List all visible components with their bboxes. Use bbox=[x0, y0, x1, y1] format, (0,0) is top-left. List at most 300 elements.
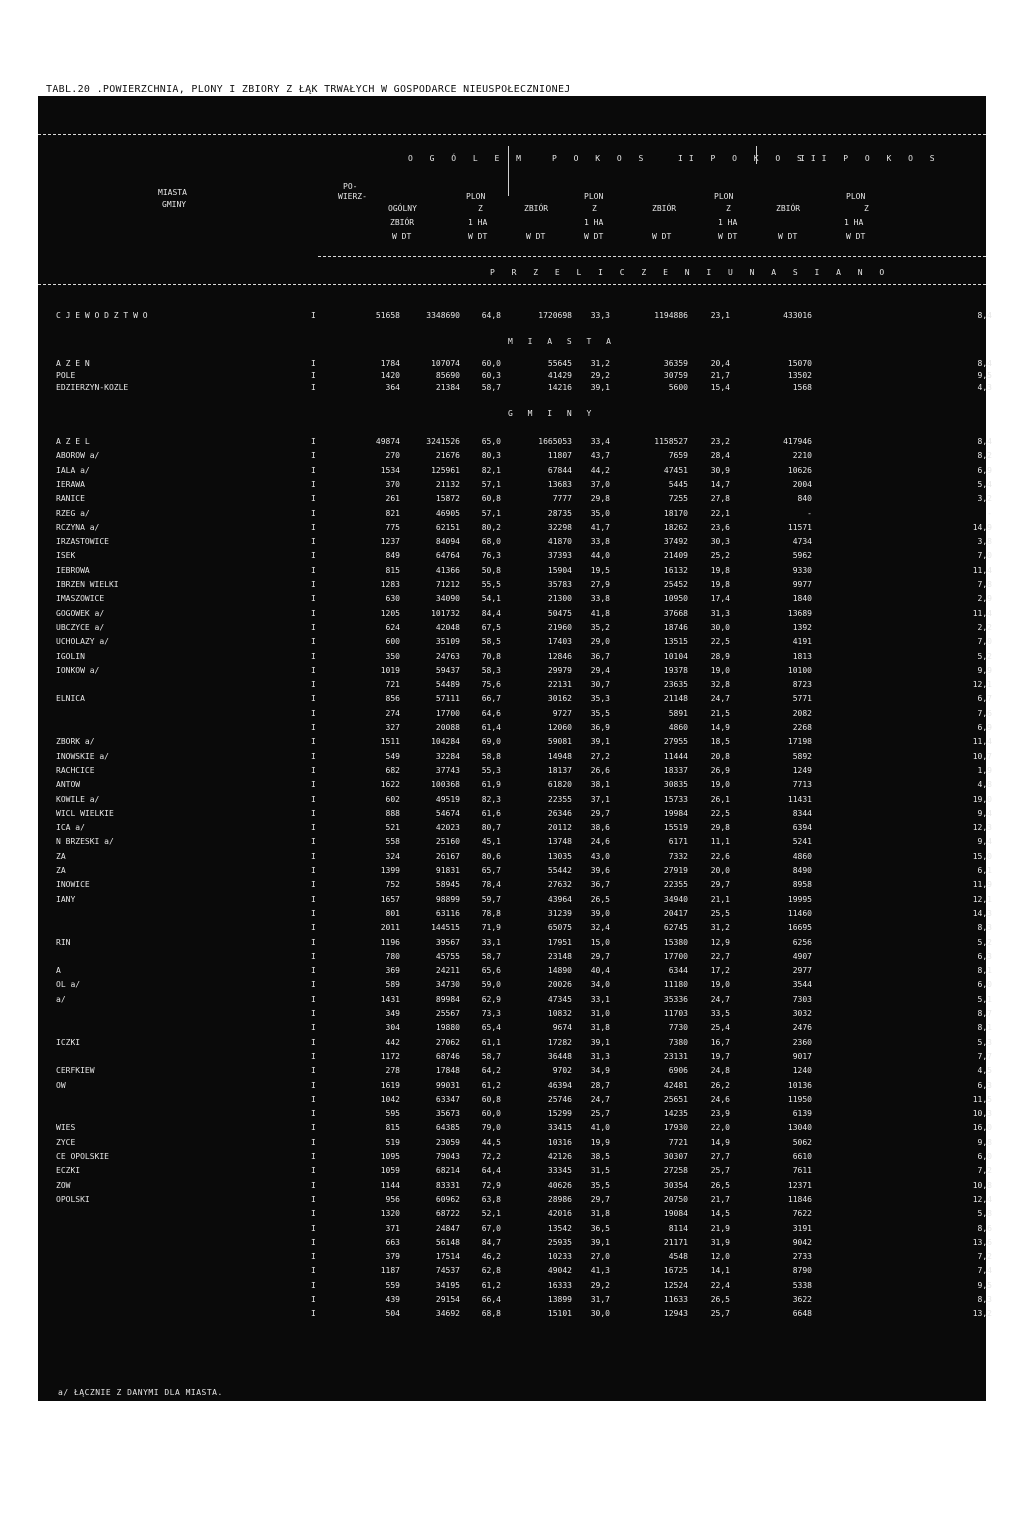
row-separator: I bbox=[311, 580, 316, 589]
cell-col-4: 7777 bbox=[552, 494, 572, 504]
cell-col-7: 22,4 bbox=[710, 1280, 730, 1290]
cell-col-2: 54674 bbox=[435, 808, 460, 818]
cell-col-4: 13683 bbox=[547, 479, 572, 489]
cell-col-7: 19,0 bbox=[710, 980, 730, 990]
cell-col-7: 14,1 bbox=[710, 1266, 730, 1276]
row-name: RCZYNA a/ bbox=[56, 522, 100, 532]
row-name: C J E W O D Z T W O bbox=[56, 311, 148, 320]
table-row bbox=[38, 593, 992, 605]
cell-col-3: 78,8 bbox=[481, 908, 501, 918]
cell-col-3: 80,2 bbox=[481, 522, 501, 532]
cell-col-1: 1534 bbox=[380, 465, 400, 475]
cell-col-2: 68746 bbox=[435, 1051, 460, 1061]
cell-col-3: 80,6 bbox=[481, 851, 501, 861]
cell-col-8: 8490 bbox=[792, 866, 812, 875]
cell-col-3: 82,1 bbox=[481, 465, 501, 475]
cell-col-4: 15299 bbox=[547, 1109, 572, 1119]
cell-col-9: 9,5 bbox=[977, 371, 992, 380]
cell-col-6: 5445 bbox=[668, 479, 688, 489]
cell-col-7: 27,8 bbox=[710, 494, 730, 504]
cell-col-8: 11571 bbox=[787, 522, 812, 532]
row-separator: I bbox=[311, 1295, 316, 1304]
table-row bbox=[38, 370, 992, 382]
cell-col-3: 72,9 bbox=[481, 1180, 501, 1190]
table-row bbox=[38, 565, 992, 577]
cell-col-5: 43,0 bbox=[590, 851, 610, 861]
cell-col-1: 1420 bbox=[380, 371, 400, 380]
cell-col-6: 7659 bbox=[668, 451, 688, 461]
cell-col-3: 64,8 bbox=[481, 311, 501, 320]
cell-col-1: 815 bbox=[385, 565, 400, 575]
cell-col-5: 39,6 bbox=[590, 866, 610, 875]
cell-col-7: 21,9 bbox=[710, 1223, 730, 1233]
cell-col-4: 17282 bbox=[547, 1037, 572, 1047]
cell-col-2: 68722 bbox=[435, 1209, 460, 1219]
cell-col-5: 33,3 bbox=[590, 311, 610, 320]
table-row bbox=[38, 765, 992, 777]
cell-col-7: 21,5 bbox=[710, 708, 730, 718]
cell-col-5: 37,1 bbox=[590, 794, 610, 804]
cell-col-6: 11703 bbox=[663, 1009, 688, 1018]
cell-col-4: 30162 bbox=[547, 694, 572, 704]
cell-col-8: 11460 bbox=[787, 908, 812, 918]
cell-col-4: 1665053 bbox=[538, 437, 572, 446]
cell-col-8: 10100 bbox=[787, 665, 812, 675]
row-separator: I bbox=[311, 451, 316, 461]
cell-col-9: 8,7 bbox=[977, 1009, 992, 1018]
cell-col-6: 4860 bbox=[668, 723, 688, 732]
cell-col-4: 21960 bbox=[547, 622, 572, 632]
cell-col-5: 29,7 bbox=[590, 951, 610, 961]
hdr-plon-3: PLON bbox=[714, 192, 734, 201]
cell-col-2: 25160 bbox=[435, 837, 460, 847]
cell-col-8: 2082 bbox=[792, 708, 812, 718]
cell-col-2: 35109 bbox=[435, 637, 460, 647]
cell-col-6: 18170 bbox=[663, 508, 688, 518]
cell-col-3: 71,9 bbox=[481, 923, 501, 933]
cell-col-3: 68,0 bbox=[481, 537, 501, 547]
cell-col-1: 261 bbox=[385, 494, 400, 504]
cell-col-3: 80,7 bbox=[481, 823, 501, 833]
cell-col-2: 99031 bbox=[435, 1080, 460, 1090]
cell-col-8: 5892 bbox=[792, 751, 812, 761]
table-row bbox=[38, 722, 992, 734]
table-row bbox=[38, 493, 992, 505]
row-name: OL a/ bbox=[56, 980, 81, 990]
row-separator: I bbox=[311, 1037, 316, 1047]
row-separator: I bbox=[311, 1223, 316, 1233]
hdr-zbior-4: ZBIÓR bbox=[776, 204, 801, 213]
cell-col-1: 752 bbox=[385, 880, 400, 890]
cell-col-9: 7,0 bbox=[977, 637, 992, 647]
table-row bbox=[38, 1294, 992, 1306]
cell-col-8: 9017 bbox=[792, 1051, 812, 1061]
row-separator: I bbox=[311, 437, 316, 446]
row-separator: I bbox=[311, 359, 316, 368]
hdr-pokos3: III P O K O S bbox=[800, 154, 941, 163]
cell-col-1: 589 bbox=[385, 980, 400, 990]
cell-col-7: 30,3 bbox=[710, 537, 730, 547]
cell-col-6: 14235 bbox=[663, 1109, 688, 1119]
row-separator: I bbox=[311, 494, 316, 504]
cell-col-9: 7,4 bbox=[977, 1266, 992, 1276]
cell-col-6: 20750 bbox=[663, 1194, 688, 1204]
cell-col-7: 25,2 bbox=[710, 551, 730, 561]
cell-col-1: 559 bbox=[385, 1280, 400, 1290]
cell-col-9: 9,4 bbox=[977, 808, 992, 818]
cell-col-4: 33345 bbox=[547, 1166, 572, 1176]
header-bottom-rule bbox=[38, 284, 986, 285]
cell-col-8: 10626 bbox=[787, 465, 812, 475]
cell-col-4: 22355 bbox=[547, 794, 572, 804]
cell-col-1: 600 bbox=[385, 637, 400, 647]
table-row bbox=[38, 708, 992, 720]
cell-col-5: 34,0 bbox=[590, 980, 610, 990]
cell-col-9: 3,8 bbox=[977, 537, 992, 547]
cell-col-6: 21171 bbox=[663, 1237, 688, 1247]
cell-col-3: 64,2 bbox=[481, 1066, 501, 1076]
row-separator: I bbox=[311, 608, 316, 618]
hdr-zbior-2: ZBIÓR bbox=[524, 204, 549, 213]
cell-col-3: 55,5 bbox=[481, 580, 501, 589]
cell-col-1: 1399 bbox=[380, 866, 400, 875]
cell-col-9: 11,5 bbox=[972, 1094, 992, 1104]
row-separator: I bbox=[311, 723, 316, 732]
cell-col-9: 12,3 bbox=[972, 823, 992, 833]
cell-col-7: 14,9 bbox=[710, 723, 730, 732]
cell-col-1: 1511 bbox=[380, 737, 400, 747]
cell-col-5: 36,5 bbox=[590, 1223, 610, 1233]
cell-col-5: 39,1 bbox=[590, 1037, 610, 1047]
cell-col-4: 47345 bbox=[547, 994, 572, 1004]
table-row bbox=[38, 836, 992, 848]
cell-col-6: 36359 bbox=[663, 359, 688, 368]
cell-col-9: 5,2 bbox=[977, 937, 992, 947]
cell-col-4: 36448 bbox=[547, 1051, 572, 1061]
row-separator: I bbox=[311, 908, 316, 918]
cell-col-2: 71212 bbox=[435, 580, 460, 589]
cell-col-6: 7721 bbox=[668, 1137, 688, 1147]
cell-col-4: 18137 bbox=[547, 765, 572, 775]
cell-col-5: 29,4 bbox=[590, 665, 610, 675]
cell-col-3: 61,9 bbox=[481, 780, 501, 790]
table-row bbox=[38, 536, 992, 548]
table-row bbox=[38, 879, 992, 891]
cell-col-4: 29979 bbox=[547, 665, 572, 675]
cell-col-9: 9,9 bbox=[977, 665, 992, 675]
cell-col-7: 23,2 bbox=[710, 437, 730, 446]
cell-col-4: 9702 bbox=[552, 1066, 572, 1076]
cell-col-5: 44,0 bbox=[590, 551, 610, 561]
hdr-wdt-8: W DT bbox=[846, 232, 866, 241]
cell-col-6: 16132 bbox=[663, 565, 688, 575]
cell-col-4: 15101 bbox=[547, 1309, 572, 1319]
cell-col-9: 6,1 bbox=[977, 866, 992, 875]
cell-col-7: 14,5 bbox=[710, 1209, 730, 1219]
cell-col-7: 24,7 bbox=[710, 994, 730, 1004]
table-row bbox=[38, 665, 992, 677]
hdr-ogolem: O G Ó L E M bbox=[408, 154, 527, 163]
cell-col-1: 1172 bbox=[380, 1051, 400, 1061]
cell-col-3: 64,6 bbox=[481, 708, 501, 718]
hdr-plon-2: PLON bbox=[584, 192, 604, 201]
cell-col-8: 2210 bbox=[792, 451, 812, 461]
cell-col-3: 58,5 bbox=[481, 637, 501, 647]
cell-col-9: 14,9 bbox=[972, 522, 992, 532]
cell-col-7: 27,7 bbox=[710, 1152, 730, 1161]
hdr-plon-4: PLON bbox=[846, 192, 866, 201]
row-separator: I bbox=[311, 522, 316, 532]
cell-col-3: 59,0 bbox=[481, 980, 501, 990]
cell-col-8: 1392 bbox=[792, 622, 812, 632]
hdr-pokos1: P O K O S bbox=[552, 154, 650, 163]
table-row bbox=[38, 508, 992, 520]
table-row bbox=[38, 1237, 992, 1249]
cell-col-9: 7,7 bbox=[977, 1051, 992, 1061]
row-name: IEBROWA bbox=[56, 565, 90, 575]
cell-col-2: 54489 bbox=[435, 680, 460, 690]
cell-col-9: 14,3 bbox=[972, 908, 992, 918]
row-separator: I bbox=[311, 1137, 316, 1147]
cell-col-6: 25651 bbox=[663, 1094, 688, 1104]
cell-col-1: 274 bbox=[385, 708, 400, 718]
hdr-miasta: MIASTA bbox=[158, 188, 187, 197]
cell-col-9: 3,2 bbox=[977, 494, 992, 504]
cell-col-1: 821 bbox=[385, 508, 400, 518]
cell-col-2: 49519 bbox=[435, 794, 460, 804]
cell-col-5: 30,0 bbox=[590, 1309, 610, 1319]
cell-col-2: 60962 bbox=[435, 1194, 460, 1204]
cell-col-8: 5771 bbox=[792, 694, 812, 704]
cell-col-5: 27,9 bbox=[590, 580, 610, 589]
cell-col-9: 7,2 bbox=[977, 1252, 992, 1262]
table-row bbox=[38, 1022, 992, 1034]
cell-col-5: 29,8 bbox=[590, 494, 610, 504]
table-row bbox=[38, 1108, 992, 1120]
cell-col-4: 9674 bbox=[552, 1023, 572, 1033]
cell-col-1: 663 bbox=[385, 1237, 400, 1247]
cell-col-8: 10136 bbox=[787, 1080, 812, 1090]
cell-col-2: 41366 bbox=[435, 565, 460, 575]
cell-col-2: 104284 bbox=[431, 737, 460, 747]
cell-col-1: 304 bbox=[385, 1023, 400, 1033]
cell-col-3: 65,0 bbox=[481, 437, 501, 446]
cell-col-4: 11807 bbox=[547, 451, 572, 461]
cell-col-1: 2011 bbox=[380, 923, 400, 933]
cell-col-2: 46905 bbox=[435, 508, 460, 518]
cell-col-7: 20,8 bbox=[710, 751, 730, 761]
cell-col-6: 11633 bbox=[663, 1295, 688, 1304]
table-row bbox=[38, 651, 992, 663]
row-separator: I bbox=[311, 751, 316, 761]
table-row bbox=[38, 951, 992, 963]
row-separator: I bbox=[311, 966, 316, 976]
row-name: IERAWA bbox=[56, 479, 85, 489]
cell-col-4: 43964 bbox=[547, 894, 572, 904]
cell-col-5: 41,0 bbox=[590, 1123, 610, 1133]
cell-col-5: 39,1 bbox=[590, 383, 610, 392]
cell-col-1: 1784 bbox=[380, 359, 400, 368]
cell-col-9: 8,3 bbox=[977, 923, 992, 933]
cell-col-9: 12,1 bbox=[972, 894, 992, 904]
hdr-wdt-2: W DT bbox=[468, 232, 488, 241]
cell-col-5: 24,7 bbox=[590, 1094, 610, 1104]
cell-col-4: 20112 bbox=[547, 823, 572, 833]
cell-col-2: 79043 bbox=[435, 1152, 460, 1161]
row-separator: I bbox=[311, 1280, 316, 1290]
hdr-jha-2: 1 HA bbox=[584, 218, 604, 227]
cell-col-2: 62151 bbox=[435, 522, 460, 532]
cell-col-2: 42023 bbox=[435, 823, 460, 833]
cell-col-6: 20417 bbox=[663, 908, 688, 918]
cell-col-9: 6,0 bbox=[977, 980, 992, 990]
cell-col-2: 19880 bbox=[435, 1023, 460, 1033]
table-row bbox=[38, 937, 992, 949]
table-row bbox=[38, 751, 992, 763]
cell-col-2: 24211 bbox=[435, 966, 460, 976]
cell-col-5: 36,7 bbox=[590, 651, 610, 661]
cell-col-3: 66,7 bbox=[481, 694, 501, 704]
cell-col-2: 45755 bbox=[435, 951, 460, 961]
table-row bbox=[38, 1308, 992, 1320]
cell-col-6: 1158527 bbox=[654, 437, 688, 446]
table-row bbox=[38, 808, 992, 820]
cell-col-1: 815 bbox=[385, 1123, 400, 1133]
cell-col-5: 29,2 bbox=[590, 1280, 610, 1290]
cell-col-6: 15519 bbox=[663, 823, 688, 833]
cell-col-6: 37668 bbox=[663, 608, 688, 618]
table-row bbox=[38, 1223, 992, 1235]
cell-col-9: 8,4 bbox=[977, 359, 992, 368]
cell-col-6: 12524 bbox=[663, 1280, 688, 1290]
cell-col-5: 24,6 bbox=[590, 837, 610, 847]
cell-col-5: 43,7 bbox=[590, 451, 610, 461]
cell-col-8: 9042 bbox=[792, 1237, 812, 1247]
cell-col-2: 85690 bbox=[435, 371, 460, 380]
row-separator: I bbox=[311, 1180, 316, 1190]
cell-col-9: 11,4 bbox=[972, 565, 992, 575]
table-row bbox=[38, 851, 992, 863]
cell-col-8: 13689 bbox=[787, 608, 812, 618]
cell-col-7: 32,8 bbox=[710, 680, 730, 690]
cell-col-3: 57,1 bbox=[481, 508, 501, 518]
row-separator: I bbox=[311, 565, 316, 575]
cell-col-5: 29,7 bbox=[590, 808, 610, 818]
cell-col-6: 5600 bbox=[668, 383, 688, 392]
cell-col-5: 36,7 bbox=[590, 880, 610, 890]
row-separator: I bbox=[311, 694, 316, 704]
row-name: A Z E L bbox=[56, 437, 90, 446]
cell-col-9: 5,8 bbox=[977, 1209, 992, 1219]
cell-col-6: 18746 bbox=[663, 622, 688, 632]
divider-1 bbox=[508, 146, 509, 196]
hdr-wdt-6: W DT bbox=[718, 232, 738, 241]
cell-col-5: 41,8 bbox=[590, 608, 610, 618]
cell-col-3: 44,5 bbox=[481, 1137, 501, 1147]
cell-col-1: 624 bbox=[385, 622, 400, 632]
cell-col-3: 58,3 bbox=[481, 665, 501, 675]
row-separator: I bbox=[311, 479, 316, 489]
cell-col-1: 278 bbox=[385, 1066, 400, 1076]
cell-col-3: 46,2 bbox=[481, 1252, 501, 1262]
row-separator: I bbox=[311, 737, 316, 747]
cell-col-1: 721 bbox=[385, 680, 400, 690]
row-separator: I bbox=[311, 1266, 316, 1276]
cell-col-1: 1205 bbox=[380, 608, 400, 618]
cell-col-8: 13040 bbox=[787, 1123, 812, 1133]
cell-col-7: 22,6 bbox=[710, 851, 730, 861]
cell-col-3: 61,1 bbox=[481, 1037, 501, 1047]
cell-col-6: 23635 bbox=[663, 680, 688, 690]
cell-col-7: 16,7 bbox=[710, 1037, 730, 1047]
cell-col-4: 49042 bbox=[547, 1266, 572, 1276]
cell-col-9: 8,6 bbox=[977, 1223, 992, 1233]
table-row bbox=[38, 865, 992, 877]
cell-col-5: 40,4 bbox=[590, 966, 610, 976]
cell-col-4: 65075 bbox=[547, 923, 572, 933]
cell-col-4: 17403 bbox=[547, 637, 572, 647]
cell-col-8: 11950 bbox=[787, 1094, 812, 1104]
hdr-pow: PO- bbox=[343, 182, 358, 191]
cell-col-1: 1196 bbox=[380, 937, 400, 947]
row-separator: I bbox=[311, 808, 316, 818]
cell-col-7: 30,0 bbox=[710, 622, 730, 632]
row-name: N BRZESKI a/ bbox=[56, 837, 114, 847]
table-row bbox=[38, 679, 992, 691]
cell-col-9: 7,6 bbox=[977, 708, 992, 718]
cell-col-3: 60,0 bbox=[481, 1109, 501, 1119]
cell-col-7: 20,0 bbox=[710, 866, 730, 875]
table-row bbox=[38, 794, 992, 806]
cell-col-9: 6,9 bbox=[977, 723, 992, 732]
cell-col-5: 35,0 bbox=[590, 508, 610, 518]
cell-col-5: 38,5 bbox=[590, 1152, 610, 1161]
cell-col-7: 11,1 bbox=[710, 837, 730, 847]
table-row bbox=[38, 822, 992, 834]
cell-col-2: 98899 bbox=[435, 894, 460, 904]
cell-col-3: 57,1 bbox=[481, 479, 501, 489]
cell-col-4: 22131 bbox=[547, 680, 572, 690]
cell-col-8: 1840 bbox=[792, 594, 812, 604]
row-name: IGOLIN bbox=[56, 651, 85, 661]
cell-col-1: 1657 bbox=[380, 894, 400, 904]
cell-col-3: 65,4 bbox=[481, 1023, 501, 1033]
row-name: EDZIERZYN-KOZLE bbox=[56, 383, 129, 392]
cell-col-6: 6906 bbox=[668, 1066, 688, 1076]
row-separator: I bbox=[311, 866, 316, 875]
cell-col-4: 28986 bbox=[547, 1194, 572, 1204]
row-name: ANTOW bbox=[56, 780, 81, 790]
cell-col-3: 76,3 bbox=[481, 551, 501, 561]
table-row bbox=[38, 1194, 992, 1206]
cell-col-4: 1720698 bbox=[538, 311, 572, 320]
cell-col-4: 14890 bbox=[547, 966, 572, 976]
cell-col-2: 17514 bbox=[435, 1252, 460, 1262]
cell-col-2: 17700 bbox=[435, 708, 460, 718]
cell-col-8: 6256 bbox=[792, 937, 812, 947]
cell-col-3: 70,8 bbox=[481, 651, 501, 661]
cell-col-2: 101732 bbox=[431, 608, 460, 618]
cell-col-4: 25935 bbox=[547, 1237, 572, 1247]
cell-col-4: 28735 bbox=[547, 508, 572, 518]
cell-col-6: 8114 bbox=[668, 1223, 688, 1233]
cell-col-2: 34730 bbox=[435, 980, 460, 990]
cell-col-2: 29154 bbox=[435, 1295, 460, 1304]
cell-col-6: 11444 bbox=[663, 751, 688, 761]
cell-col-4: 59081 bbox=[547, 737, 572, 747]
table-row bbox=[38, 779, 992, 791]
row-name: A bbox=[56, 966, 61, 976]
